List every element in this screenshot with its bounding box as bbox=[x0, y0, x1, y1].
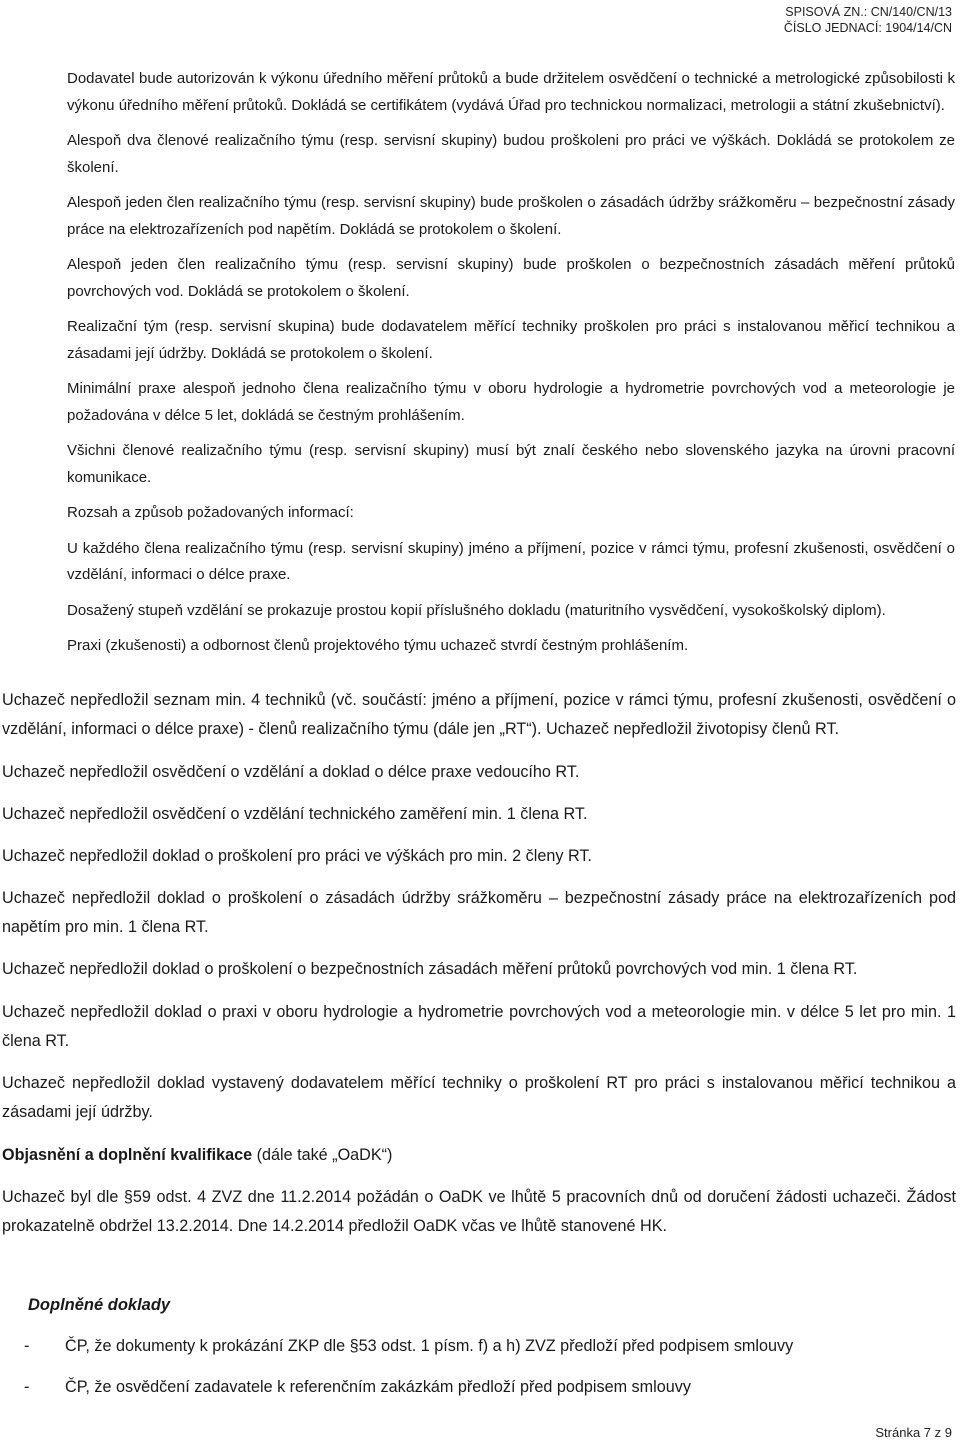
qualification-requirements bbox=[67, 66, 955, 669]
requirement-paragraph: Dodavatel bude autorizován k výkonu úředního měření průtoků a bude držitelem osvědčení o technické a metrologické způsobilosti k výkonu úředního měření průtoků. Dokládá se certifikátem (vydává Úřad pro technickou normalizaci, metrologii a státní zkušebnictví). bbox=[67, 70, 955, 114]
requirement-paragraph: Minimální praxe alespoň jednoho člena realizačního týmu v oboru hydrologie a hydrometrie povrchových vod a meteorologie je požadována v délce 5 let, dokládá se čestným prohlášením. bbox=[67, 380, 955, 424]
requirement-paragraph: Všichni členové realizačního týmu (resp. servisní skupiny) musí být znalí českého nebo slovenského jazyka na úrovni pracovní komunikace. bbox=[67, 442, 955, 486]
requirement-paragraph: Alespoň jeden člen realizačního týmu (resp. servisní skupiny) bude proškolen o zásadách údržby srážkoměru – bezpečnostní zásady práce na elektrozařízeních pod napětím. Dokládá se protokolem o školení. bbox=[67, 194, 955, 238]
requirement-paragraph: Dosažený stupeň vzdělání se prokazuje prostou kopií příslušného dokladu (maturitního vysvědčení, vysokoškolský diplom). bbox=[67, 601, 886, 619]
finding-paragraph: Uchazeč nepředložil doklad o praxi v oboru hydrologie a hydrometrie povrchových vod a meteorologie min. v délce 5 let pro min. 1 člena RT. bbox=[2, 1002, 956, 1050]
requirement-paragraph: Praxi (zkušenosti) a odbornost členů projektového týmu uchazeč stvrdí čestným prohlášením. bbox=[67, 637, 689, 654]
oadk-heading-rest: (dále také „OaDK“) bbox=[252, 1145, 393, 1164]
file-number: SPISOVÁ ZN.: CN/140/CN/13 bbox=[785, 5, 952, 19]
finding-paragraph: Uchazeč nepředložil osvědčení o vzdělání a doklad o délce praxe vedoucího RT. bbox=[2, 762, 580, 781]
finding-paragraph: Uchazeč nepředložil seznam min. 4 techniků (vč. součástí: jméno a příjmení, pozice v rámci týmu, profesní zkušenosti, osvědčení o vzdělání, informaci o délce praxe) - členů realizačního týmu (dále jen „RT“). Uchazeč nepředložil životopisy členů RT. bbox=[2, 691, 956, 738]
requirement-paragraph: Rozsah a způsob požadovaných informací: bbox=[67, 504, 354, 521]
dash-bullet: - bbox=[24, 1378, 30, 1396]
oadk-paragraph: Uchazeč byl dle §59 odst. 4 ZVZ dne 11.2.2014 požádán o OaDK ve lhůtě 5 pracovních dnů od doručení žádosti uchazeči. Žádost prokazatelně obdržel 13.2.2014. Dne 14.2.2014 předložil OaDK včas ve lhůtě stanovené HK. bbox=[2, 1187, 956, 1235]
oadk-heading-bold: Objasnění a doplnění kvalifikace bbox=[2, 1145, 253, 1164]
list-item bbox=[24, 1374, 944, 1400]
list-item bbox=[24, 1333, 944, 1359]
dash-bullet: - bbox=[24, 1337, 30, 1355]
finding-paragraph: Uchazeč nepředložil doklad o proškolení o zásadách údržby srážkoměru – bezpečnostní zásady práce na elektrozařízeních pod napětím pro min. 1 člena RT. bbox=[2, 888, 956, 936]
document-reference-header bbox=[784, 4, 952, 36]
supplemented-documents-list bbox=[24, 1333, 944, 1415]
oadk-heading bbox=[2, 1141, 956, 1170]
page-number: Stránka 7 z 9 bbox=[875, 1425, 952, 1440]
reference-number: ČÍSLO JEDNACÍ: 1904/14/CN bbox=[783, 21, 952, 35]
finding-paragraph: Uchazeč nepředložil osvědčení o vzdělání technického zaměření min. 1 člena RT. bbox=[2, 804, 588, 823]
requirement-paragraph: Alespoň jeden člen realizačního týmu (resp. servisní skupiny) bude proškolen o bezpečnostních zásadách měření průtoků povrchových vod. Dokládá se protokolem o školení. bbox=[67, 256, 955, 300]
supplemented-documents-heading: Doplněné doklady bbox=[28, 1296, 171, 1314]
list-item-text: ČP, že osvědčení zadavatele k referenčním zakázkám předloží před podpisem smlouvy bbox=[65, 1378, 691, 1396]
finding-paragraph: Uchazeč nepředložil doklad o proškolení o bezpečnostních zásadách měření průtoků povrchových vod min. 1 člena RT. bbox=[2, 960, 858, 978]
requirement-paragraph: Realizační tým (resp. servisní skupina) bude dodavatelem měřící techniky proškolen pro práci s instalovanou měřicí technikou a zásadami její údržby. Dokládá se protokolem o školení. bbox=[67, 318, 955, 362]
finding-paragraph: Uchazeč nepředložil doklad o proškolení pro práci ve výškách pro min. 2 členy RT. bbox=[2, 846, 592, 865]
finding-paragraph: Uchazeč nepředložil doklad vystavený dodavatelem měřící techniky o proškolení RT pro práci s instalovanou měřicí technikou a zásadami její údržby. bbox=[2, 1074, 956, 1121]
requirement-paragraph: U každého člena realizačního týmu (resp. servisní skupiny) jméno a příjmení, pozice v rámci týmu, profesní zkušenosti, osvědčení o vzdělání, informaci o délce praxe. bbox=[67, 539, 955, 583]
list-item-text: ČP, že dokumenty k prokázání ZKP dle §53 odst. 1 písm. f) a h) ZVZ předloží před podpisem smlouvy bbox=[65, 1337, 794, 1355]
evaluation-findings bbox=[2, 686, 956, 1254]
requirement-paragraph: Alespoň dva členové realizačního týmu (resp. servisní skupiny) budou proškoleni pro práci ve výškách. Dokládá se protokolem ze školení. bbox=[67, 132, 955, 176]
